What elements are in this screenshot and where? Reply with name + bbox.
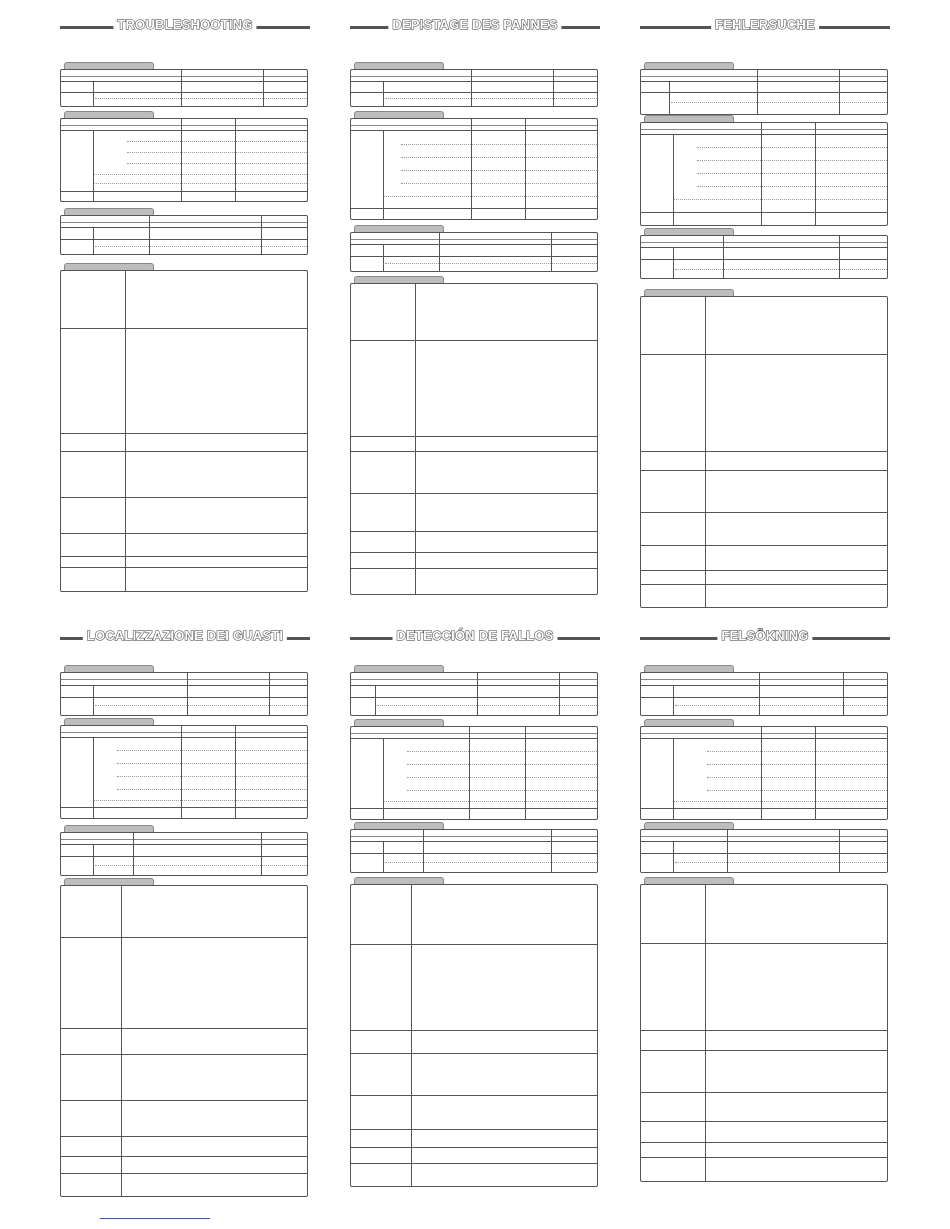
table-tab: [354, 822, 444, 829]
section-title: FELSÖKNING: [717, 628, 812, 643]
table-frame: [350, 672, 598, 716]
section-header: [640, 17, 890, 32]
table-frame: [640, 235, 888, 279]
table-frame: [640, 884, 888, 1182]
table-1: [350, 665, 598, 717]
table-tab: [644, 289, 734, 296]
table-tab: [644, 719, 734, 726]
table-frame: [60, 885, 308, 1197]
section-title: DEPISTAGE DES PANNES: [388, 17, 561, 32]
table-tab: [354, 62, 444, 69]
table-tab: [644, 228, 734, 235]
table-tab: [64, 111, 154, 118]
table-4: [350, 877, 598, 1197]
section-header: [60, 17, 310, 32]
table-3: [60, 208, 308, 256]
table-tab: [64, 263, 154, 270]
table-tab: [644, 822, 734, 829]
table-tab: [354, 111, 444, 118]
table-tab: [354, 225, 444, 232]
table-frame: [350, 69, 598, 107]
table-frame: [350, 726, 598, 820]
table-3: [640, 228, 888, 280]
table-3: [350, 822, 598, 874]
section-title: TROUBLESHOOTING: [113, 17, 256, 32]
footnote-link-rule: [100, 1218, 210, 1219]
table-frame: [350, 283, 598, 595]
table-1: [640, 665, 888, 717]
table-frame: [350, 884, 598, 1187]
table-frame: [640, 829, 888, 873]
table-3: [60, 825, 308, 877]
table-frame: [640, 672, 888, 716]
table-tab: [64, 665, 154, 672]
table-frame: [350, 829, 598, 873]
table-tab: [644, 877, 734, 884]
table-4: [640, 289, 888, 609]
table-frame: [60, 69, 308, 107]
table-frame: [60, 672, 308, 716]
table-3: [350, 225, 598, 273]
table-tab: [354, 276, 444, 283]
table-tab: [644, 115, 734, 122]
section-header: [640, 628, 890, 643]
section-header: [350, 17, 600, 32]
table-frame: [640, 726, 888, 820]
table-frame: [640, 122, 888, 226]
table-frame: [640, 69, 888, 115]
table-frame: [60, 270, 308, 592]
table-4: [640, 877, 888, 1197]
table-frame: [350, 232, 598, 272]
table-3: [640, 822, 888, 874]
section-title: FEHLERSUCHE: [711, 17, 819, 32]
section-title: LOCALIZZAZIONE DEI GUASTI: [83, 628, 287, 643]
table-2: [60, 111, 308, 203]
table-tab: [64, 718, 154, 725]
table-2: [640, 115, 888, 227]
table-frame: [350, 118, 598, 220]
table-tab: [354, 665, 444, 672]
table-frame: [60, 832, 308, 876]
table-4: [60, 878, 308, 1198]
table-tab: [64, 62, 154, 69]
table-2: [640, 719, 888, 819]
table-4: [350, 276, 598, 596]
table-frame: [640, 296, 888, 608]
table-tab: [64, 208, 154, 215]
table-tab: [644, 62, 734, 69]
table-frame: [60, 725, 308, 819]
table-tab: [64, 825, 154, 832]
table-2: [350, 719, 598, 819]
table-tab: [64, 878, 154, 885]
table-2: [60, 718, 308, 818]
table-tab: [354, 719, 444, 726]
section-header: [350, 628, 600, 643]
section-title: DETECCIÓN DE FALLOS: [393, 628, 558, 643]
table-1: [60, 665, 308, 717]
table-4: [60, 263, 308, 593]
table-tab: [644, 665, 734, 672]
table-frame: [60, 118, 308, 202]
table-1: [350, 62, 598, 108]
table-tab: [354, 877, 444, 884]
table-frame: [60, 215, 308, 255]
table-2: [350, 111, 598, 221]
section-header: [60, 628, 310, 643]
table-1: [60, 62, 308, 108]
table-1: [640, 62, 888, 116]
